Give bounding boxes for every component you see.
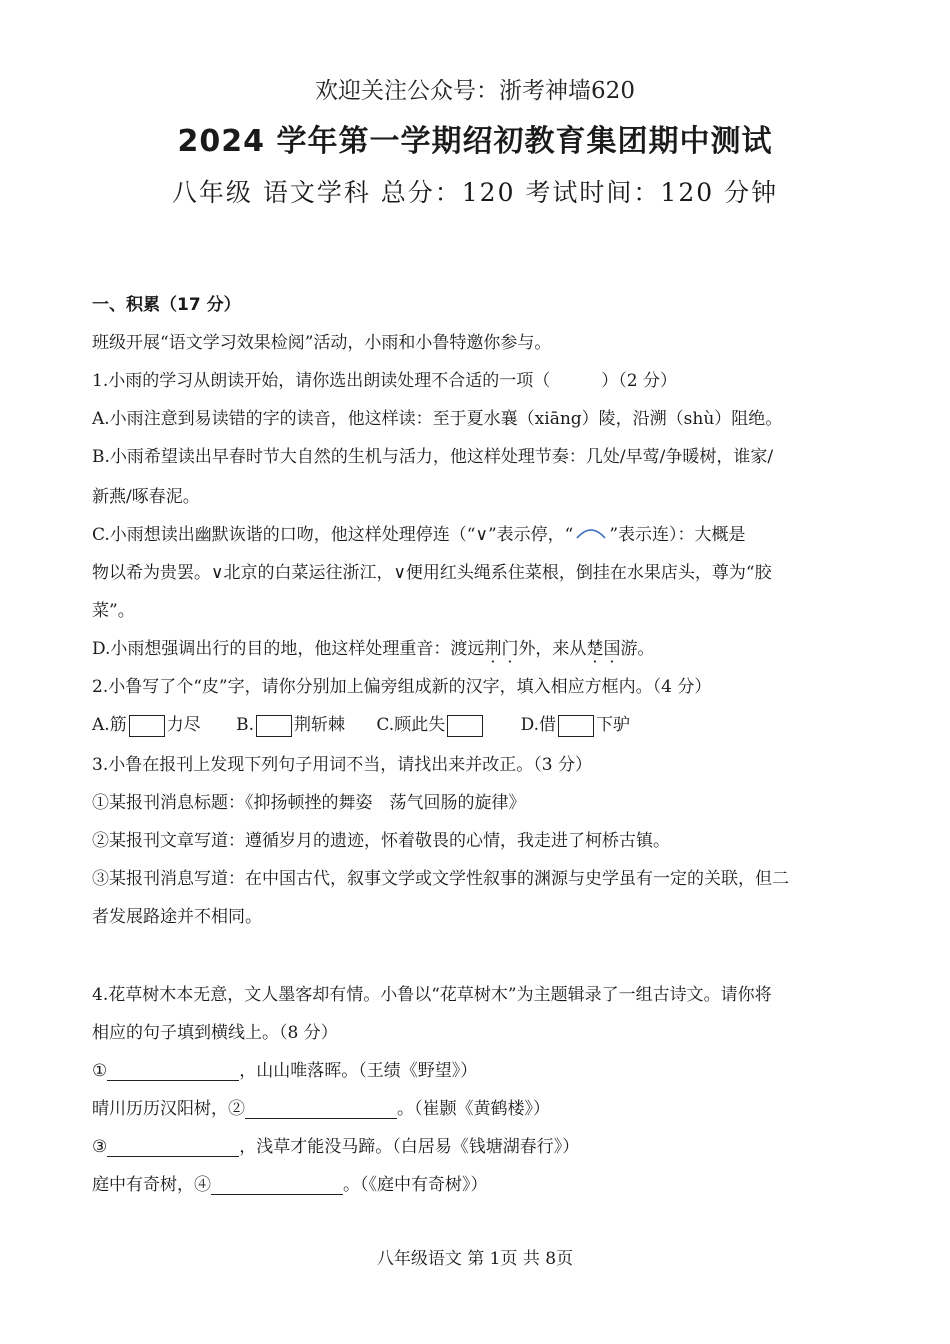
q2-a-post: 力尽	[166, 715, 201, 735]
answer-blank-1[interactable]	[107, 1062, 239, 1081]
q2-d-pre: D.借	[520, 715, 557, 735]
q1-d-mid: 外，来从	[518, 639, 587, 659]
q4-l1-pre: ①	[92, 1061, 108, 1081]
q2-stem: 2.小鲁写了个“皮”字，请你分别加上偏旁组成新的汉字，填入相应方框内。（4 分）	[92, 677, 712, 697]
answer-blank-4[interactable]	[211, 1176, 343, 1195]
banner: 欢迎关注公众号：浙考神墙620	[315, 78, 635, 104]
page-title: 2024 学年第一学期绍初教育集团期中测试	[177, 124, 773, 159]
q1-d-suffix: 游。	[620, 639, 655, 659]
q3-sentence-2: ②某报刊文章写道：遵循岁月的遗迹，怀着敬畏的心情，我走进了柯桥古镇。	[92, 831, 670, 851]
stress-char: 荆	[484, 639, 502, 659]
q1-option-b-line1: B.小雨希望读出早春时节大自然的生机与活力，他这样处理节奏：几处/早莺/争暖树，谁家/	[92, 447, 774, 467]
q1-option-a: A.小雨注意到易读错的字的读音，他这样读：至于夏水襄（xiāng）陵，沿溯（shù）阻绝。	[92, 409, 783, 429]
q4-line-2	[92, 1094, 550, 1119]
q1-c-part2: ”表示连）：大概是	[609, 525, 746, 545]
q3-sentence-3-line2: 者发展路途并不相同。	[92, 907, 262, 927]
q4-l3-pre: ③	[92, 1137, 108, 1157]
answer-box-d[interactable]	[558, 715, 594, 737]
q4-l2-post: 。（崔颢《黄鹤楼》）	[397, 1099, 550, 1119]
q1-d-prefix: D.小雨想强调出行的目的地，他这样处理重音：渡远	[92, 639, 485, 659]
q4-l2-pre: 晴川历历汉阳树，②	[92, 1099, 245, 1119]
q2-d-post: 下驴	[596, 715, 631, 735]
q1-option-c-line3: 菜”。	[92, 601, 135, 621]
q1-option-b-line2: 新燕/啄春泥。	[92, 487, 200, 507]
stress-char: 楚	[586, 639, 604, 659]
q3-stem: 3.小鲁在报刊上发现下列句子用词不当，请找出来并改正。（3 分）	[92, 755, 592, 775]
q4-l3-post: ，浅草才能没马蹄。（白居易《钱塘湖春行》）	[239, 1137, 580, 1157]
q4-stem-line1: 4.花草树木本无意，文人墨客却有情。小鲁以“花草树木”为主题辑录了一组古诗文。请你将	[92, 985, 772, 1005]
q4-line-1	[92, 1056, 477, 1081]
stress-char: 国	[603, 639, 621, 659]
q1-option-c-line2: 物以希为贵罢。∨北京的白菜运往浙江，∨便用红头绳系住菜根，倒挂在水果店头，尊为“胶	[92, 563, 772, 583]
q2-c-pre: C.顾此失	[376, 715, 446, 735]
section-heading: 一、积累（17 分）	[92, 295, 241, 315]
q1-stem: 1.小雨的学习从朗读开始，请你选出朗读处理不合适的一项（ ）（2 分）	[92, 371, 677, 391]
answer-box-c[interactable]	[447, 715, 483, 737]
answer-blank-3[interactable]	[107, 1138, 239, 1157]
page-subtitle: 八年级 语文学科 总分：120 考试时间：120 分钟	[171, 178, 779, 207]
q4-line-3	[92, 1132, 579, 1157]
q1-option-d	[92, 634, 654, 659]
section-intro: 班级开展“语文学习效果检阅”活动，小雨和小鲁特邀你参与。	[92, 333, 552, 353]
q3-sentence-1: ①某报刊消息标题：《抑扬顿挫的舞姿 荡气回肠的旋律》	[92, 793, 526, 813]
q4-l4-pre: 庭中有奇树，④	[92, 1175, 211, 1195]
q3-sentence-3-line1: ③某报刊消息写道：在中国古代，叙事文学或文学性叙事的渊源与史学虽有一定的关联，但二	[92, 869, 789, 889]
q4-l1-post: ，山山唯落晖。（王绩《野望》）	[239, 1061, 478, 1081]
answer-blank-2[interactable]	[245, 1100, 397, 1119]
q1-option-c-line1	[92, 520, 746, 545]
q4-stem-line2: 相应的句子填到横线上。（8 分）	[92, 1023, 338, 1043]
page-footer: 八年级语文 第 1页 共 8页	[376, 1249, 574, 1269]
answer-box-b[interactable]	[256, 715, 292, 737]
q4-line-4	[92, 1170, 488, 1195]
q2-a-pre: A.筋	[92, 715, 127, 735]
q2-options	[92, 710, 630, 737]
q2-b-pre: B.	[236, 715, 254, 735]
q1-c-part1: C.小雨想读出幽默诙谐的口吻，他这样处理停连（“∨”表示停，“	[92, 525, 574, 545]
q2-b-post: 荆斩棘	[294, 715, 345, 735]
stress-char: 门	[501, 639, 519, 659]
q4-l4-post: 。（《庭中有奇树》）	[343, 1175, 488, 1195]
answer-box-a[interactable]	[129, 715, 165, 737]
